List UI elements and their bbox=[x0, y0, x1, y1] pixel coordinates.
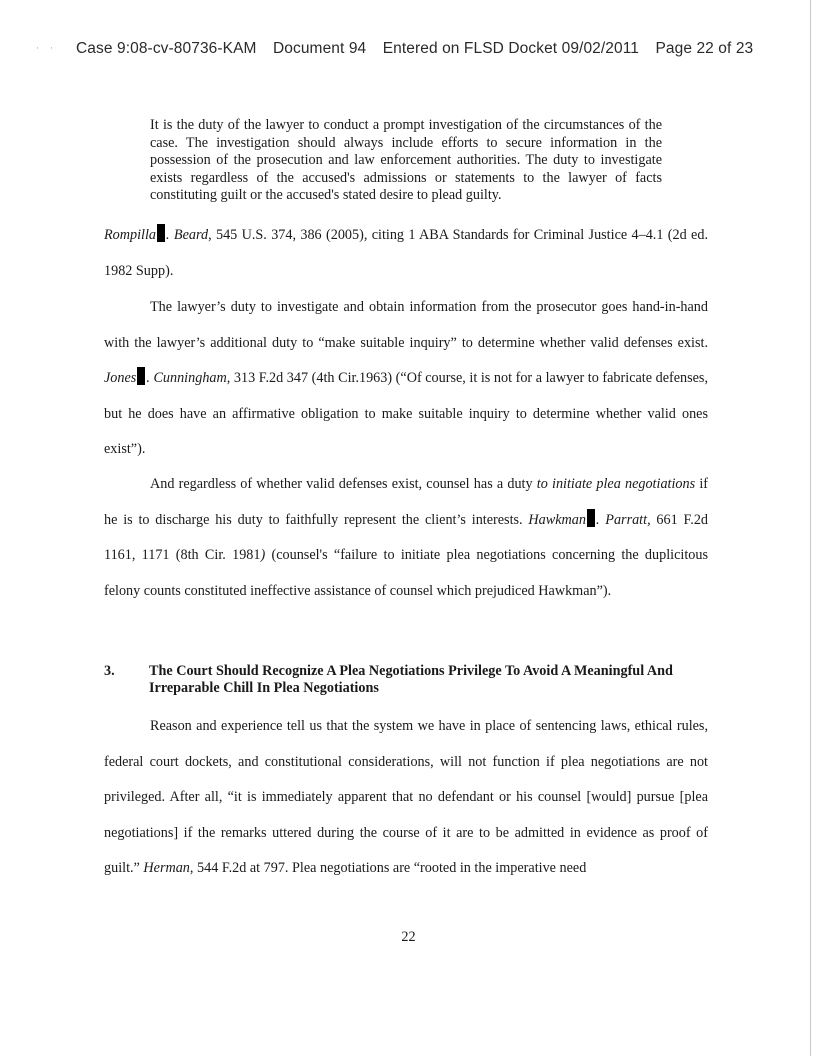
case-name: Rompilla bbox=[104, 227, 157, 243]
paragraph-plea-negotiations bbox=[104, 467, 708, 609]
paragraph-text: if he is to discharge his duty to faithfully represent the client’s interests. bbox=[104, 476, 708, 528]
redaction-bar bbox=[587, 509, 595, 527]
case-name: . Parratt, bbox=[595, 511, 651, 528]
paragraph-text: (counsel's “failure to initiate plea negotiations concerning the duplicitous felony counts constituted ineffective assistance of counsel which prejudiced Hawkman”). bbox=[104, 547, 708, 599]
case-name: Jones bbox=[104, 370, 137, 386]
block-quote: It is the duty of the lawyer to conduct a prompt investigation of the circumstances of the case. The investigation should always include efforts to secure information in the possession of the prosecution and law enforcement authorities. The duty to investigate exists regardless of the accused's admissions or statements to the lawyer of facts constituting guilt or the accused's stated desire to plead guilty. bbox=[150, 117, 662, 204]
docket-header bbox=[76, 40, 756, 58]
paragraph-text: , 544 F.2d at 797. Plea negotiations are “rooted in the imperative need bbox=[189, 860, 587, 876]
case-name: Herman bbox=[143, 860, 190, 876]
paragraph-text: Reason and experience tell us that the system we have in place of sentencing laws, ethical rules, federal court dockets, and constitutional considerations, will not function if plea negotiations are not privileged. After all, “it is immediately apparent that no defendant or his counsel [would] pursue [plea negotiations] if the remarks uttered during the course of it are to be admitted in evidence as proof of guilt.” bbox=[104, 718, 708, 876]
case-name: . Cunningham bbox=[146, 370, 227, 386]
redaction-bar bbox=[157, 224, 165, 242]
page-edge-line bbox=[810, 0, 811, 1056]
paragraph-text: , 313 F.2d 347 (4th Cir.1963) (“Of course, it is not for a lawyer to fabricate defenses, but he does have an affirmative obligation to make suitable inquiry to determine whether valid ones exist”). bbox=[104, 370, 708, 457]
case-name: Hawkman bbox=[528, 511, 586, 528]
paragraph-text: The lawyer’s duty to investigate and obtain information from the prosecutor goes hand-in-hand with the lawyer’s additional duty to “make suitable inquiry” to determine whether valid defenses exist. bbox=[104, 299, 708, 351]
paragraph-text: And regardless of whether valid defenses exist, counsel has a duty bbox=[150, 476, 537, 492]
page-number: 22 bbox=[401, 929, 416, 945]
section-title: The Court Should Recognize A Plea Negotiations Privilege To Avoid A Meaningful And Irreparable Chill In Plea Negotiations bbox=[149, 663, 673, 696]
page-indicator: Page 22 of 23 bbox=[655, 40, 754, 57]
citation-paragraph bbox=[104, 218, 708, 289]
paragraph-text: 661 F.2d 1161, 1171 (8th Cir. 1981 bbox=[104, 511, 709, 563]
scan-speck: · bbox=[36, 44, 39, 54]
paragraph-duty-inquiry bbox=[104, 290, 708, 468]
section-number: 3. bbox=[104, 663, 115, 679]
section-heading bbox=[104, 663, 708, 697]
emphasis-text: to initiate plea negotiations bbox=[536, 476, 696, 492]
docket-entry: Entered on FLSD Docket 09/02/2011 bbox=[382, 40, 640, 57]
paragraph-privilege bbox=[104, 709, 708, 887]
scan-speck: · bbox=[50, 44, 53, 54]
redaction-bar bbox=[137, 367, 145, 385]
citation-text: , 545 U.S. 374, 386 (2005), citing 1 ABA Standards for Criminal Justice 4–4.1 (2d ed. 1982 Supp). bbox=[104, 227, 708, 279]
case-number: Case 9:08-cv-80736-KAM bbox=[76, 40, 257, 57]
document-number: Document 94 bbox=[272, 40, 367, 57]
paren-mark: ) bbox=[260, 547, 266, 563]
case-name: . Beard bbox=[166, 227, 209, 243]
